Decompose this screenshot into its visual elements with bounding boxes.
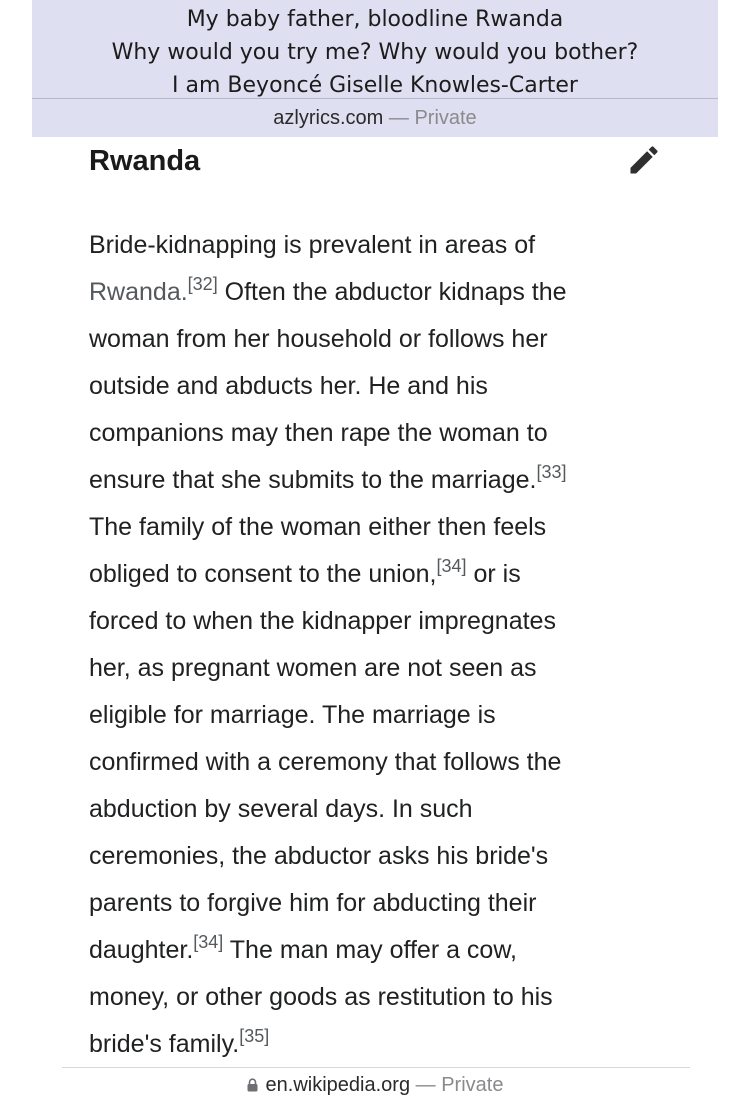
text-run: companions may then rape the woman to [89,419,548,447]
section-heading: Rwanda [89,145,201,177]
paragraph-line [89,504,659,551]
paragraph-line [89,269,659,316]
divider [62,1067,690,1068]
shared-text-card[interactable] [32,0,718,137]
article-link[interactable]: Rwanda. [89,278,188,306]
paragraph-line [89,410,659,457]
paragraph-line [89,598,659,645]
citation-link[interactable]: [32] [187,274,218,294]
paragraph-line [89,1021,659,1068]
paragraph-line [89,786,659,833]
text-run: ceremonies, the abductor asks his bride's [89,842,549,870]
article-paragraph [89,222,659,1068]
citation-link[interactable]: [34] [193,932,224,952]
text-run: woman from her household or follows her [89,325,548,353]
paragraph-line [89,974,659,1021]
paragraph-line [89,363,659,410]
paragraph-line [89,457,659,504]
text-run: confirmed with a ceremony that follows the [89,748,562,776]
paragraph-line [89,551,659,598]
pencil-icon[interactable] [626,142,662,178]
citation-link[interactable]: [35] [239,1026,270,1046]
text-run: ensure that she submits to the marriage. [89,466,537,494]
text-run: her, as pregnant women are not seen as [89,654,537,682]
text-run: obliged to consent to the union, [89,560,437,588]
source-domain: azlyrics.com [273,107,384,129]
shared-lyric-line: My baby father, bloodline Rwanda [186,7,564,32]
text-run: bride's family. [89,1030,240,1058]
lock-icon [247,1078,258,1092]
citation-link[interactable]: [34] [436,556,467,576]
citation-link[interactable]: [33] [536,462,567,482]
source-status: Private [414,107,477,129]
divider [32,98,718,99]
text-run: forced to when the kidnapper impregnates [89,607,556,635]
page-source-label[interactable] [0,1072,750,1098]
text-run: money, or other goods as restitution to his [89,983,553,1011]
source-separator: — [383,107,415,129]
paragraph-line [89,692,659,739]
paragraph-line [89,645,659,692]
text-run: outside and abducts her. He and his [89,372,488,400]
text-run: eligible for marriage. The marriage is [89,701,496,729]
source-status: Private [441,1074,504,1096]
share-source-label[interactable] [32,105,718,131]
paragraph-line [89,222,659,269]
source-domain: en.wikipedia.org [265,1074,411,1096]
source-separator: — [410,1074,442,1096]
text-run: parents to forgive him for abducting their [89,889,537,917]
text-run: or is [466,560,521,588]
shared-lyric-line: I am Beyoncé Giselle Knowles-Carter [172,73,578,98]
paragraph-line [89,316,659,363]
shared-lyric-line: Why would you try me? Why would you bother? [111,40,639,65]
paragraph-line [89,739,659,786]
text-run: Bride-kidnapping is prevalent in areas of [89,231,536,259]
text-run: abduction by several days. In such [89,795,473,823]
text-run: daughter. [89,936,194,964]
paragraph-line [89,880,659,927]
paragraph-line [89,833,659,880]
paragraph-line [89,927,659,974]
shared-lyrics [32,3,718,102]
text-run: The man may offer a cow, [223,936,517,964]
text-run: The family of the woman either then feels [89,513,547,541]
text-run: Often the abductor kidnaps the [217,278,567,306]
